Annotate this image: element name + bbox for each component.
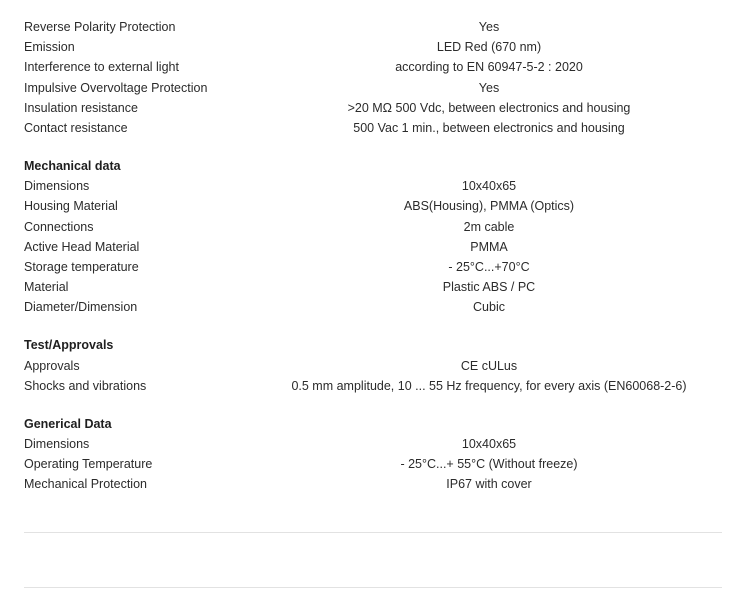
section-heading: Test/Approvals [24,338,114,353]
spec-row [24,257,722,277]
spec-value: according to EN 60947-5-2 : 2020 [395,60,583,75]
spec-value: 500 Vac 1 min., between electronics and housing [353,121,625,136]
section-spacer [24,317,722,335]
section-spacer [24,396,722,414]
spec-label: Material [24,280,69,295]
spec-label: Housing Material [24,199,118,214]
spec-row [24,277,722,297]
spec-value: >20 MΩ 500 Vdc, between electronics and housing [347,100,631,115]
spec-value: Yes [478,80,500,95]
spec-row [24,57,722,77]
spec-row [24,98,722,118]
spec-value: 10x40x65 [461,436,517,451]
spec-row [24,78,722,98]
spec-value: - 25°C...+70°C [448,259,530,274]
spec-value: CE cULus [460,358,518,373]
spec-group-electrical [24,17,722,138]
spec-label: Contact resistance [24,121,128,136]
spec-row [24,297,722,317]
section-heading: Generical Data [24,416,112,431]
divider [24,587,722,588]
spec-group-mechanical [24,156,722,317]
spec-value: Yes [478,20,500,35]
spec-row [24,355,722,375]
spec-row [24,17,722,37]
spec-group-general [24,414,722,495]
spec-row [24,37,722,57]
spec-label: Connections [24,219,94,234]
spec-row [24,176,722,196]
spec-row [24,434,722,454]
spec-value: ABS(Housing), PMMA (Optics) [403,199,575,214]
spec-value: LED Red (670 nm) [436,40,542,55]
divider [24,532,722,533]
spec-value: Cubic [473,300,505,315]
spec-label: Insulation resistance [24,100,138,115]
spec-row [24,217,722,237]
spec-label: Active Head Material [24,239,140,254]
spec-row [24,237,722,257]
section-heading: Mechanical data [24,159,121,174]
spec-row [24,474,722,494]
spec-label: Emission [24,40,75,55]
spec-value: 0.5 mm amplitude, 10 ... 55 Hz frequency, for every axis (EN60068-2-6) [291,378,687,393]
spec-value: IP67 with cover [446,477,532,492]
spec-value: - 25°C...+ 55°C (Without freeze) [400,457,578,472]
spec-label: Shocks and vibrations [24,378,147,393]
spec-label: Mechanical Protection [24,477,147,492]
spec-value: PMMA [470,239,508,254]
spec-label: Approvals [24,358,80,373]
spec-group-approvals [24,335,722,395]
spec-value: 2m cable [463,219,515,234]
spec-label: Reverse Polarity Protection [24,20,176,35]
spec-label: Impulsive Overvoltage Protection [24,80,208,95]
spec-row [24,454,722,474]
spec-label: Dimensions [24,179,90,194]
spec-row [24,118,722,138]
spec-sheet [24,17,722,494]
spec-row [24,376,722,396]
spec-label: Operating Temperature [24,457,153,472]
spec-label: Dimensions [24,436,90,451]
spec-label: Diameter/Dimension [24,300,138,315]
section-spacer [24,138,722,156]
spec-label: Interference to external light [24,60,179,75]
spec-value: Plastic ABS / PC [442,280,536,295]
spec-label: Storage temperature [24,259,139,274]
spec-row [24,196,722,216]
spec-value: 10x40x65 [461,179,517,194]
